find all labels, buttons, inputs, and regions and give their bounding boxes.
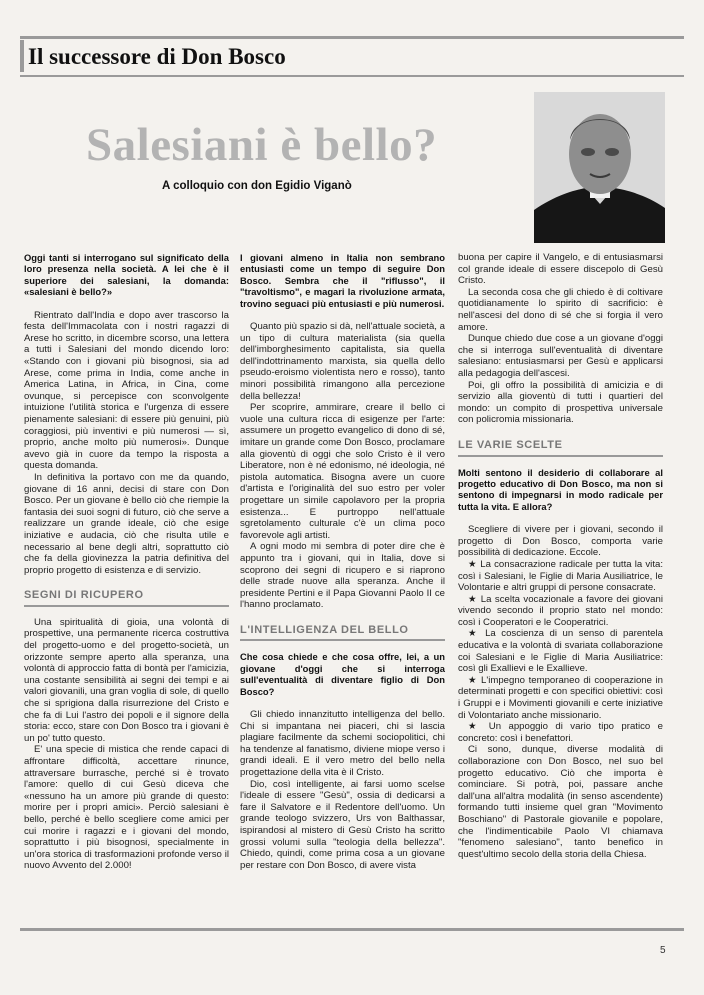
question-intro: I giovani almeno in Italia non sembrano entusiasti come un tempo di seguire Don Bosco. Sembra che il "riflusso", il "travoltismo", e magari la rivoluzione armata, trovino seguaci più entusiasti e più numerosi. (240, 252, 445, 309)
page-number: 5 (660, 945, 666, 956)
list-item: ★ L'impegno temporaneo di cooperazione in determinati progetti e con specifici obiettivi: così i Gruppi e i Movimenti giovanili e certe iniziative di Volontariato anche missionario. (458, 674, 663, 721)
column-2 (240, 252, 445, 871)
subtitle: A colloquio con don Egidio Viganò (162, 180, 352, 192)
section-heading: SEGNI DI RICUPERO (24, 590, 229, 607)
portrait-photo (534, 92, 665, 243)
section-heading: LE VARIE SCELTE (458, 440, 663, 457)
column-1 (24, 252, 229, 872)
paragraph: La seconda cosa che gli chiedo è di coltivare quotidianamente lo spirito di sacrificio: è nell'ascesi del dono di sé che si forgia il vero amore. (458, 286, 663, 333)
paragraph: Rientrato dall'India e dopo aver trascorso la festa dell'Immacolata con i nostri ragazzi di Arese ho scritto, in dicembre scorso, una lettera a tutti i Salesiani del mondo dicendo loro: «Stando con i giovani più bisognosi, sia ad Arese, come prima in India, come anche in America Latina, in Africa, in Cina, come ovunque, si percepisce con sconvolgente intuizione l'utilità storica e l'urgenza di essere pienamente salesiani: di essere più genuini, più coraggiosi, più inventivi e più numerosi — sì, proprio, anche molto più numerosi». Dunque avevo già in cuore da tempo la risposta a questa domanda. (24, 309, 229, 472)
portrait-illustration (534, 92, 665, 243)
paragraph: Quanto più spazio si dà, nell'attuale società, a un tipo di cultura materialista (sia quella dell'imborghesimento capitalista, sia quella dell'indottrinamento marxista, sia quella dello pseudo-eroismo violentista nero e rosso), tanto minori possibilità rimangono alla percezione della bellezza! (240, 321, 445, 402)
paragraph: Scegliere di vivere per i giovani, secondo il progetto di Don Bosco, comporta varie possibilità di dedicazione. Eccole. (458, 524, 663, 559)
paragraph: Gli chiedo innanzitutto intelligenza del bello. Chi si impantana nei piaceri, chi si lascia plagiare facilmente da schemi sociopolitici, chi ha tendenze al fanatismo, diviene miope verso i grandi ideali. E il vero metro del bello nella progettazione della vita è il Cristo. (240, 709, 445, 779)
section-heading: L'INTELLIGENZA DEL BELLO (240, 625, 445, 642)
question: Molti sentono il desiderio di collaborare al progetto educativo di Don Bosco, ma non si sentono di impegnarsi in modo radicale per tutta la vita. E allora? (458, 466, 663, 512)
column-3 (458, 252, 663, 860)
list-item: ★ Un appoggio di vario tipo pratico e concreto: così i benefattori. (458, 721, 663, 744)
paragraph: Ci sono, dunque, diverse modalità di collaborazione con Don Bosco, nel suo bel progetto educativo. Ciò che importa è cominciare. Si potrà, poi, passare anche dall'una all'altra modalità (in senso ascendente) formando tutti insieme quel gran "Movimento Boschiano" di Pastorale giovanile e popolare, che l'indimenticabile Paolo VI chiamava "fenomeno salesiano", tanto benefico in quest'ultimo secolo della storia della Chiesa. (458, 744, 663, 860)
paragraph: Dunque chiedo due cose a un giovane d'oggi che si interroga sull'eventualità di diventare salesiano: entusiasmarsi per Gesù e applicarsi alla pedagogia dell'ascesi. (458, 333, 663, 379)
question-intro: Oggi tanti si interrogano sul significato della loro presenza nella società. A lei che è il superiore dei salesiani, la domanda: «salesiani è bello?» (24, 252, 229, 298)
headline: Salesiani è bello? (86, 119, 438, 171)
paragraph: buona per capire il Vangelo, e di entusiasmarsi col grande ideale di essere discepolo di Gesù Cristo. (458, 252, 663, 287)
rubric-rule (20, 75, 684, 77)
paragraph: A ogni modo mi sembra di poter dire che è appunto tra i giovani, qui in Italia, dove si scoprono dei segni di ricupero e si riaprono delle strade nuove alla speranza. Anche il presidente Pertini e il Papa Giovanni Paolo II ce l'hanno proclamato. (240, 541, 445, 611)
list-item: ★ La consacrazione radicale per tutta la vita: così i Salesiani, le Figlie di Maria Ausiliatrice, le Volontarie e altri gruppi di persone consacrate. (458, 558, 663, 594)
list-item: ★ La scelta vocazionale a favore dei giovani vivendo secondo il proprio stato nel mondo: così i Cooperatori e le Cooperatrici. (458, 593, 663, 628)
section-label: Il successore di Don Bosco (28, 44, 286, 69)
bottom-rule (20, 928, 684, 931)
rubric-marker (20, 40, 24, 72)
paragraph: Dio, così intelligente, ai farsi uomo scelse l'ideale di essere "Gesù", ossia di dedicarsi a fare il Salvatore e il Redentore dell'uomo. Un grande teologo svizzero, Urs von Balthassar, ispirandosi al mistero di Gesù Cristo ha scritto grossi volumi sulla "teologia della bellezza". Chiedo, quindi, come prima cosa a un giovane per restare con Don Bosco, di avere vista (240, 778, 445, 871)
question: Che cosa chiede e che cosa offre, lei, a un giovane d'oggi che si interroga sull'eventualità di diventare figlio di Don Bosco? (240, 651, 445, 697)
top-rule (20, 36, 684, 39)
paragraph: In definitiva la portavo con me da quando, giovane di 16 anni, decisi di stare con Don Bosco. Per un giovane è bello ciò che riempie la fantasia dei suoi sogni di futuro, ciò che serve a realizzare un grande ideale, ciò che esige iniziative e audacia, ciò che risulta utile e necessario al bene degli altri, soprattutto ciò che fa della giovinezza la patria definitiva del proprio progetto di esistenza e di servizio. (24, 471, 229, 576)
paragraph: E' una specie di mistica che rende capaci di affrontare difficoltà, accettare rinunce, attraversare burrasche, perché si è trovato l'amore: quello di cui Gesù diceva che «nessuno ha un amore più grande di questo: morire per i propri amici». Perciò salesiani è bello, perché è bello scegliere come amici per cui morire i ragazzi e i giovani del mondo, soprattutto i più bisognosi, specialmente in un'ora storica di trasformazioni profonde verso il nuovo Avvento del 2.000! (24, 744, 229, 872)
paragraph: Una spiritualità di gioia, una volontà di prospettive, una permanente ricerca costruttiva del progetto-uomo e del progetto-società, un orizzonte sempre aperto alla speranza, una volontà di approccio fatta di bontà per l'amicizia, una costante sensibilità ai segni dei tempi e ai valori giovanili, una gran voglia di sole, di quello che si sprigiona dalla risurrezione del Cristo e che fa di Lui l'astro dei popoli e il signore della storia: ecco, stare con Don Bosco tra i giovani è un po' tutto questo. (24, 616, 229, 744)
list-item: ★ La coscienza di un senso di parentela educativa e la volontà di svariata collaborazione coi Salesiani e le Figlie di Maria Ausiliatrice: così gli Exallievi e le Exallieve. (458, 628, 663, 675)
paragraph: Poi, gli offro la possibilità di amicizia e di servizio alla gioventù di tutti i quartieri del mondo: un compito di prospettiva universale con policromia missionaria. (458, 379, 663, 426)
paragraph: Per scoprire, ammirare, creare il bello ci vuole una cultura ricca di esigenze per l'arte: assumere un progetto evangelico di dono di sé, imitare un grande come Don Bosco, proclamare alla gioventù di oggi che solo Cristo è il vero Liberatore, non è né edonismo, né ideologia, né pistola automatica. Bisogna avere un cuore d'artista e l'originalità del suo estro per voler progettare un simile capolavoro per la propria esistenza... E purtroppo nell'attuale sgretolamento culturale c'è un clima poco favorevole agli artisti. (240, 402, 445, 541)
